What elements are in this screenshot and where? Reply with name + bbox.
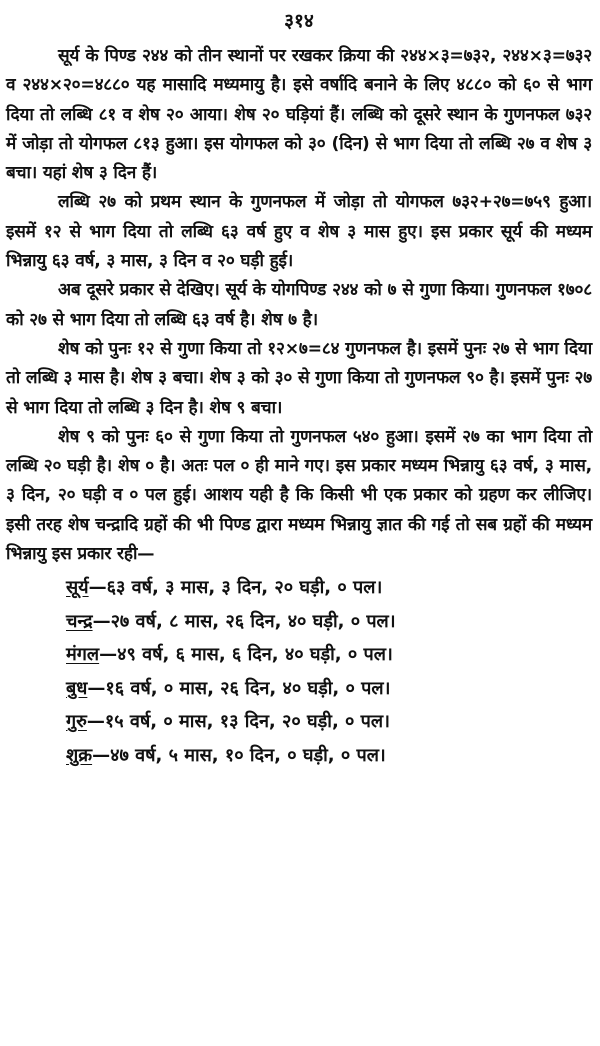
planet-name: चन्द्र — [66, 610, 93, 632]
planet-values: —२७ वर्ष, ८ मास, २६ दिन, ४० घड़ी, ० पल। — [92, 610, 396, 632]
planet-name: गुरु — [66, 711, 87, 733]
planet-name: सूर्य — [66, 577, 89, 599]
paragraph-3: अब दूसरे प्रकार से देखिए। सूर्य के योगपिण्ड २४४ को ७ से गुणा किया। गुणनफल १७०८ को २७ से भाग दिया तो लब्धि ६३ वर्ष है। शेष ७ है। — [6, 280, 592, 330]
planet-values: —६३ वर्ष, ३ मास, ३ दिन, २० घड़ी, ० पल। — [88, 577, 383, 599]
list-item — [66, 638, 592, 672]
list-item — [66, 705, 592, 739]
planet-values: —४९ वर्ष, ६ मास, ६ दिन, ४० घड़ी, ० पल। — [99, 644, 393, 666]
planet-values: —४७ वर्ष, ५ मास, १० दिन, ० घड़ी, ० पल। — [92, 744, 386, 766]
planet-values: —१५ वर्ष, ० मास, १३ दिन, २० घड़ी, ० पल। — [86, 711, 390, 733]
list-item — [66, 605, 592, 639]
paragraph-4: शेष को पुनः १२ से गुणा किया तो १२×७=८४ गुणनफल है। इसमें पुनः २७ से भाग दिया तो लब्धि ३ मास है। शेष ३ बचा। शेष ३ को ३० से गुणा किया तो गुणनफल ९० है। इसमें पुनः २७ से भाग दिया तो लब्धि ३ दिन है। शेष ९ बचा। — [6, 338, 592, 418]
paragraph-5: शेष ९ को पुनः ६० से गुणा किया तो गुणनफल ५४० हुआ। इसमें २७ का भाग दिया तो लब्धि २० घड़ी है। शेष ० है। अतः पल ० ही माने गए। इस प्रकार मध्यम भिन्नायु ६३ वर्ष, ३ मास, ३ दिन, २० घड़ी व ० पल हुई। आशय यही है कि किसी भी एक प्रकार को ग्रहण कर लीजिए। इसी तरह शेष चन्द्रादि ग्रहों की भी पिण्ड द्वारा मध्यम भिन्नायु ज्ञात की गई तो सब ग्रहों की मध्यम भिन्नायु इस प्रकार रही— — [6, 426, 592, 565]
paragraph-1: सूर्य के पिण्ड २४४ को तीन स्थानों पर रखकर क्रिया की २४४×३=७३२, २४४×३=७३२ व २४४×२०=४८८० यह मासादि मध्यमायु है। इसे वर्षादि बनाने के लिए ४८८० को ६० से भाग दिया तो लब्धि ८१ व शेष २० आया। शेष २० घड़ियां हैं। लब्धि को दूसरे स्थान के गुणनफल ७३२ में जोड़ा तो योगफल ८१३ हुआ। इस योगफल को ३० (दिन) से भाग दिया तो लब्धि २७ व शेष ३ बचा। यहां शेष ३ दिन हैं। — [6, 46, 592, 184]
list-item — [66, 571, 592, 605]
list-item — [66, 739, 592, 773]
list-item — [66, 672, 592, 706]
planet-lifespan-list — [6, 571, 592, 772]
page-number: ३१४ — [284, 10, 314, 32]
paragraph-2: लब्धि २७ को प्रथम स्थान के गुणनफल में जोड़ा तो योगफल ७३२+२७=७५९ हुआ। इसमें १२ से भाग दिया तो लब्धि ६३ वर्ष हुए व शेष ३ मास हुए। इस प्रकार सूर्य की मध्यम भिन्नायु ६३ वर्ष, ३ मास, ३ दिन व २० घड़ी हुई। — [6, 192, 592, 272]
planet-name: शुक्र — [66, 744, 93, 766]
planet-name: मंगल — [66, 644, 100, 666]
planet-values: —१६ वर्ष, ० मास, २६ दिन, ४० घड़ी, ० पल। — [87, 677, 391, 699]
planet-name: बुध — [66, 677, 88, 699]
